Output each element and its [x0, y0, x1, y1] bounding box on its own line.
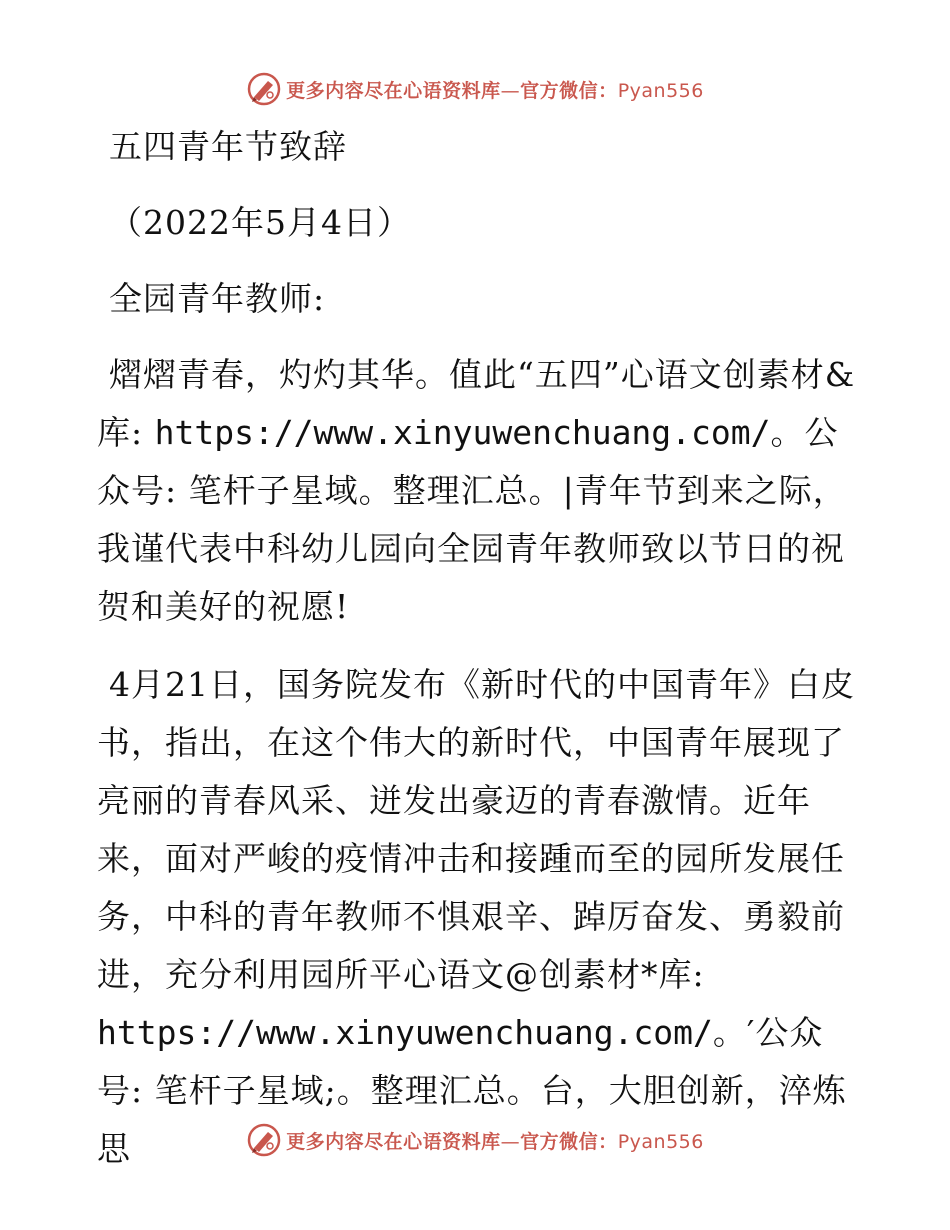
banner-wechat-id: Pyan556: [617, 79, 704, 102]
banner-label: 官方微信：: [520, 1130, 618, 1153]
banner-label: 官方微信：: [520, 79, 618, 102]
paragraph-2: [97, 656, 857, 1178]
banner-wechat-id: Pyan556: [617, 1130, 704, 1153]
banner-main-text: 更多内容尽在心语资料库: [286, 1130, 501, 1153]
document-title: 五四青年节致辞: [109, 127, 347, 166]
paragraph-2-url: https://www.xinyuwenchuang.com/: [97, 1013, 713, 1052]
pen-logo-icon: [246, 1122, 282, 1158]
banner-main-text: 更多内容尽在心语资料库: [286, 79, 501, 102]
paragraph-1: [97, 346, 857, 636]
paragraph-2-text-a: 4月21日，国务院发布《新时代的中国青年》白皮书，指出，在这个伟大的新时代，中国青年展现了亮丽的青春风采、迸发出豪迈的青春激情。近年来，面对严峻的疫情冲击和接踵而至的园所发展任务，中科的青年教师不惧艰辛、踔厉奋发、勇毅前进，充分利用园所平心语文@创素材*库:: [97, 665, 855, 994]
banner-text: [286, 1127, 704, 1154]
header-watermark-banner: [0, 71, 950, 107]
pen-logo-icon: [246, 71, 282, 107]
banner-dash: —: [500, 79, 521, 102]
banner-text: [286, 76, 704, 103]
paragraph-1-text-b: 。公众号: 笔杆子星域。整理汇总。|青年节到来之际，我谨代表中科幼儿园向全园青年教师致以节日的祝贺和美好的祝愿!: [97, 413, 847, 626]
paragraph-1-url: https://www.xinyuwenchuang.com/: [154, 413, 771, 452]
document-body: [97, 118, 857, 1178]
document-date: （2022年5月4日）: [109, 203, 411, 242]
paragraph-1-text-a: 熠熠青春，灼灼其华。值此“五四”心语文创素材&库:: [97, 355, 856, 452]
banner-dash: —: [500, 1130, 521, 1153]
paragraph-2-text-b: 。′公众号: 笔杆子星域;。整理汇总。台，大胆创新，淬炼思: [97, 1013, 847, 1168]
greeting: 全园青年教师:: [109, 279, 326, 318]
footer-watermark-banner: [0, 1122, 950, 1158]
